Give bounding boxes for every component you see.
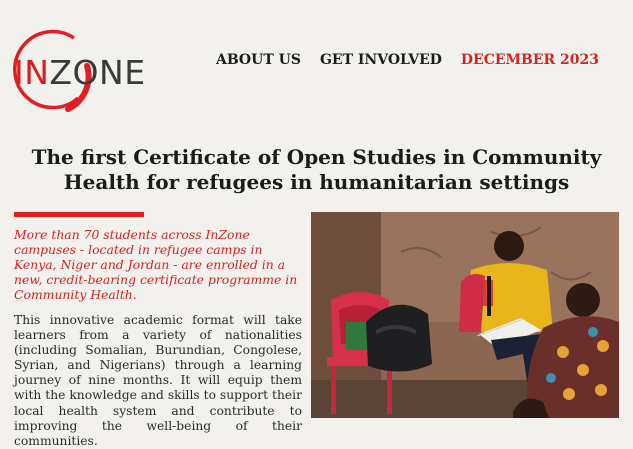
article-lead: More than 70 students across InZone campuses - located in refugee camps in Kenya, Niger and Jordan - are enrolled in a new, credit-bearing certificate programme in Community Health. [14,227,298,303]
logo-prefix: IN [14,53,50,92]
photo-students-studying-icon [311,212,619,418]
nav-get-involved[interactable]: GET INVOLVED [319,52,442,68]
nav-december-2023[interactable]: DECEMBER 2023 [460,52,599,68]
section-divider [14,212,144,217]
logo-suffix: ZONE [49,53,146,92]
nav-about-us[interactable]: ABOUT US [215,52,301,68]
article-title: The first Certificate of Open Studies in Community Health for refugees in humanitarian settings [31,145,602,194]
article-body: This innovative academic format will take learners from a variety of nationalities (including Somalian, Burundian, Congolese, Syrian, and Nigerians) through a learning journey of nine months. It will equip them with the knowledge and skills to support their local health system and contribute to improving the well-being of their communities. [14,313,302,448]
main-nav [216,52,599,68]
logo-wordmark [14,53,146,92]
article-photo [311,212,619,418]
site-header [0,0,633,120]
inzone-logo[interactable] [12,32,146,112]
